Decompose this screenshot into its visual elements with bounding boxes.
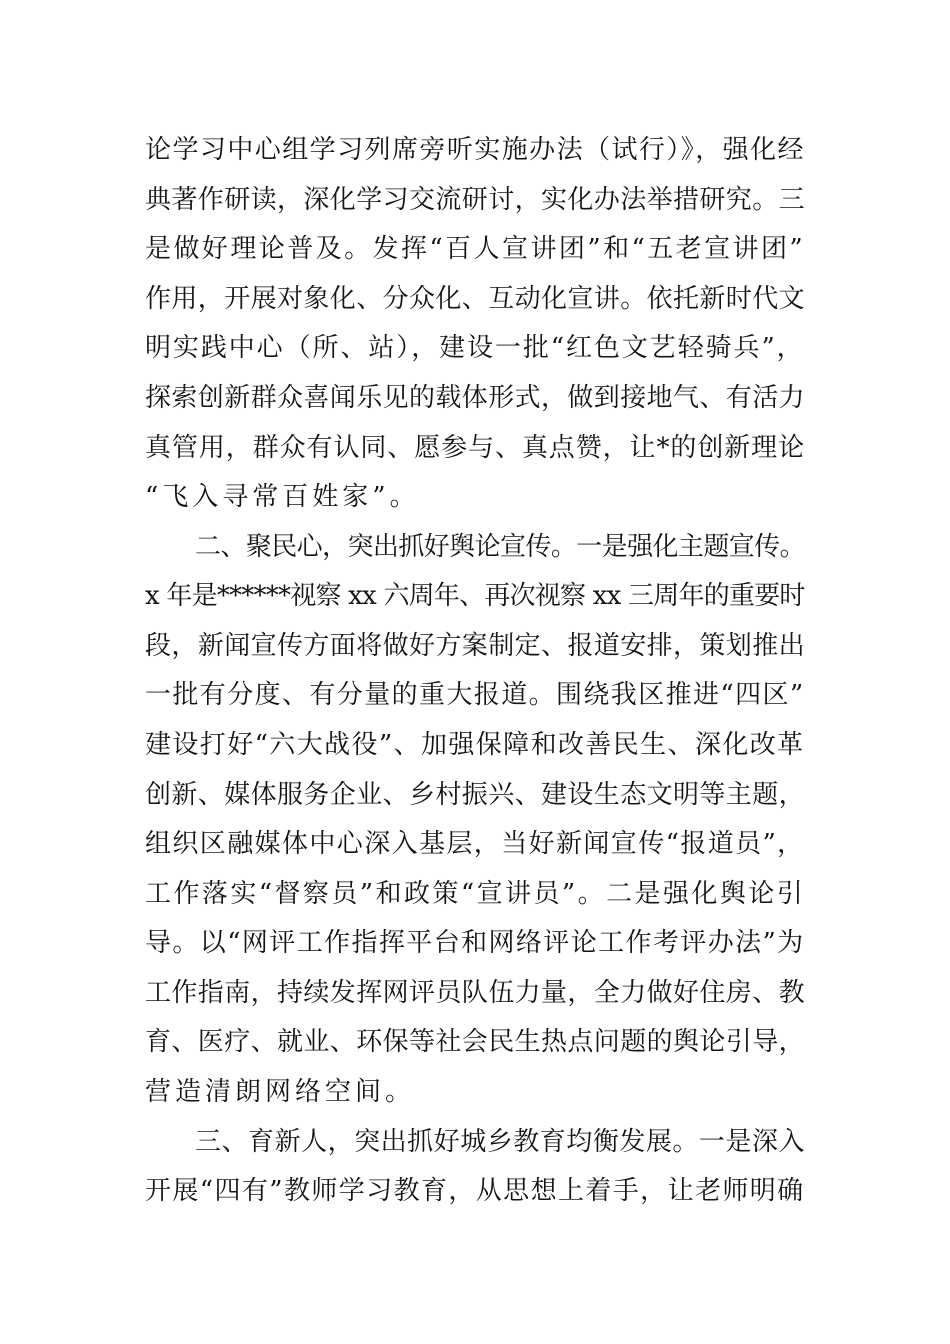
- text-line: 明实践中心（所、站），建设一批“红色文艺轻骑兵”，: [145, 333, 805, 363]
- text-line: 真管用，群众有认同、愿参与、真点赞，让*的创新理论: [145, 433, 806, 463]
- text-line: 典著作研读，深化学习交流研讨，实化办法举措研究。三: [145, 185, 806, 215]
- text-line: “飞入寻常百姓家”。: [145, 482, 420, 512]
- text-line: 作用，开展对象化、分众化、互动化宣讲。依托新时代文: [145, 284, 806, 314]
- text-line: 组织区融媒体中心深入基层，当好新闻宣传“报道员”，: [145, 829, 805, 859]
- text-line: 营造清朗网络空间。: [145, 1077, 416, 1107]
- text-line: 导。以“网评工作指挥平台和网络评论工作考评办法”为: [145, 928, 805, 958]
- text-line: 一批有分度、有分量的重大报道。围绕我区推进“四区”: [145, 680, 805, 710]
- text-line: 工作落实“督察员”和政策“宣讲员”。二是强化舆论引: [145, 879, 806, 909]
- text-line: 论学习中心组学习列席旁听实施办法（试行）》，强化经: [145, 135, 806, 165]
- text-line: 是做好理论普及。发挥“百人宣讲团”和“五老宣讲团”: [145, 234, 806, 264]
- text-line: 育、医疗、就业、环保等社会民生热点问题的舆论引导，: [145, 1027, 806, 1057]
- text-line: 探索创新群众喜闻乐见的载体形式，做到接地气、有活力: [145, 383, 806, 413]
- text-line: 段，新闻宣传方面将做好方案制定、报道安排，策划推出: [145, 631, 806, 661]
- paragraph-first-line: 三、育新人，突出抓好城乡教育均衡发展。一是深入: [195, 1127, 806, 1157]
- text-line: 开展“四有”教师学习教育，从思想上着手，让老师明确: [145, 1176, 805, 1206]
- text-line: 工作指南，持续发挥网评员队伍力量，全力做好住房、教: [145, 978, 806, 1008]
- paragraph-first-line: 二、聚民心，突出抓好舆论宣传。一是强化主题宣传。: [195, 532, 806, 562]
- text-line: 创新、媒体服务企业、乡村振兴、建设生态文明等主题，: [145, 780, 806, 810]
- text-line: x 年是******视察 xx 六周年、再次视察 xx 三周年的重要时: [145, 581, 805, 611]
- text-line: 建设打好“六大战役”、加强保障和改善民生、深化改革: [145, 730, 805, 760]
